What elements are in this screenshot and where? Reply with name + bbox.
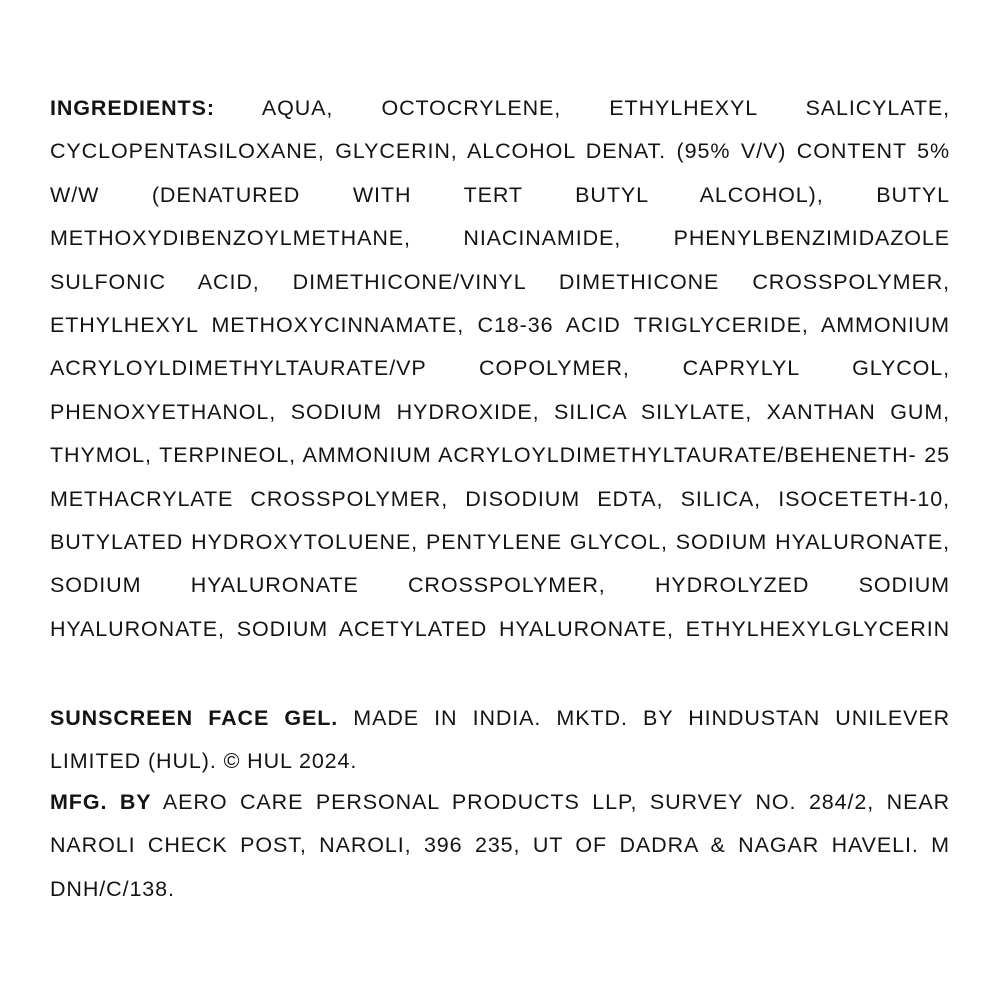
manufacturer-paragraph	[50, 781, 950, 911]
product-paragraph	[50, 697, 950, 784]
product-details: MADE IN INDIA. MKTD. BY HINDUSTAN UNILEVER LIMITED (HUL). © HUL 2024.	[50, 706, 951, 774]
product-name: SUNSCREEN FACE GEL.	[50, 706, 339, 730]
manufacturer-heading: MFG. BY	[50, 790, 152, 814]
ingredients-list: AQUA, OCTOCRYLENE, ETHYLHEXYL SALICYLATE, CYCLOPENTASILOXANE, GLYCERIN, ALCOHOL DENAT. (95% V/V) CONTENT 5% W/W (DENATURED WITH TERT BUTYL ALCOHOL), BUTYL METHOXYDIBENZOYLMETHANE, NIACINAMIDE, PHENYLBENZIMIDAZOLE SULFONIC ACID, DIMETHICONE/VINYL DIMETHICONE CROSSPOLYMER, ETHYLHEXYL METHOXYCINNAMATE, C18-36 ACID TRIGLYCERIDE, AMMONIUM ACRYLOYLDIMETHYLTAURATE/VP COPOLYMER, CAPRYLYL GLYCOL, PHENOXYETHANOL, SODIUM HYDROXIDE, SILICA SILYLATE, XANTHAN GUM, THYMOL, TERPINEOL, AMMONIUM ACRYLOYLDIMETHYLTAURATE/BEHENETH- 25 METHACRYLATE CROSSPOLYMER, DISODIUM EDTA, SILICA, ISOCETETH-10, BUTYLATED HYDROXYTOLUENE, PENTYLENE GLYCOL, SODIUM HYALURONATE, SODIUM HYALURONATE CROSSPOLYMER, HYDROLYZED SODIUM HYALURONATE, SODIUM ACETYLATED HYALURONATE, ETHYLHEXYLGLYCERIN	[50, 96, 951, 641]
ingredients-paragraph	[50, 87, 950, 651]
ingredients-heading: INGREDIENTS:	[50, 96, 215, 120]
manufacturer-details: AERO CARE PERSONAL PRODUCTS LLP, SURVEY NO. 284/2, NEAR NAROLI CHECK POST, NAROLI, 396 235, UT OF DADRA & NAGAR HAVELI. M DNH/C/138.	[50, 790, 950, 901]
